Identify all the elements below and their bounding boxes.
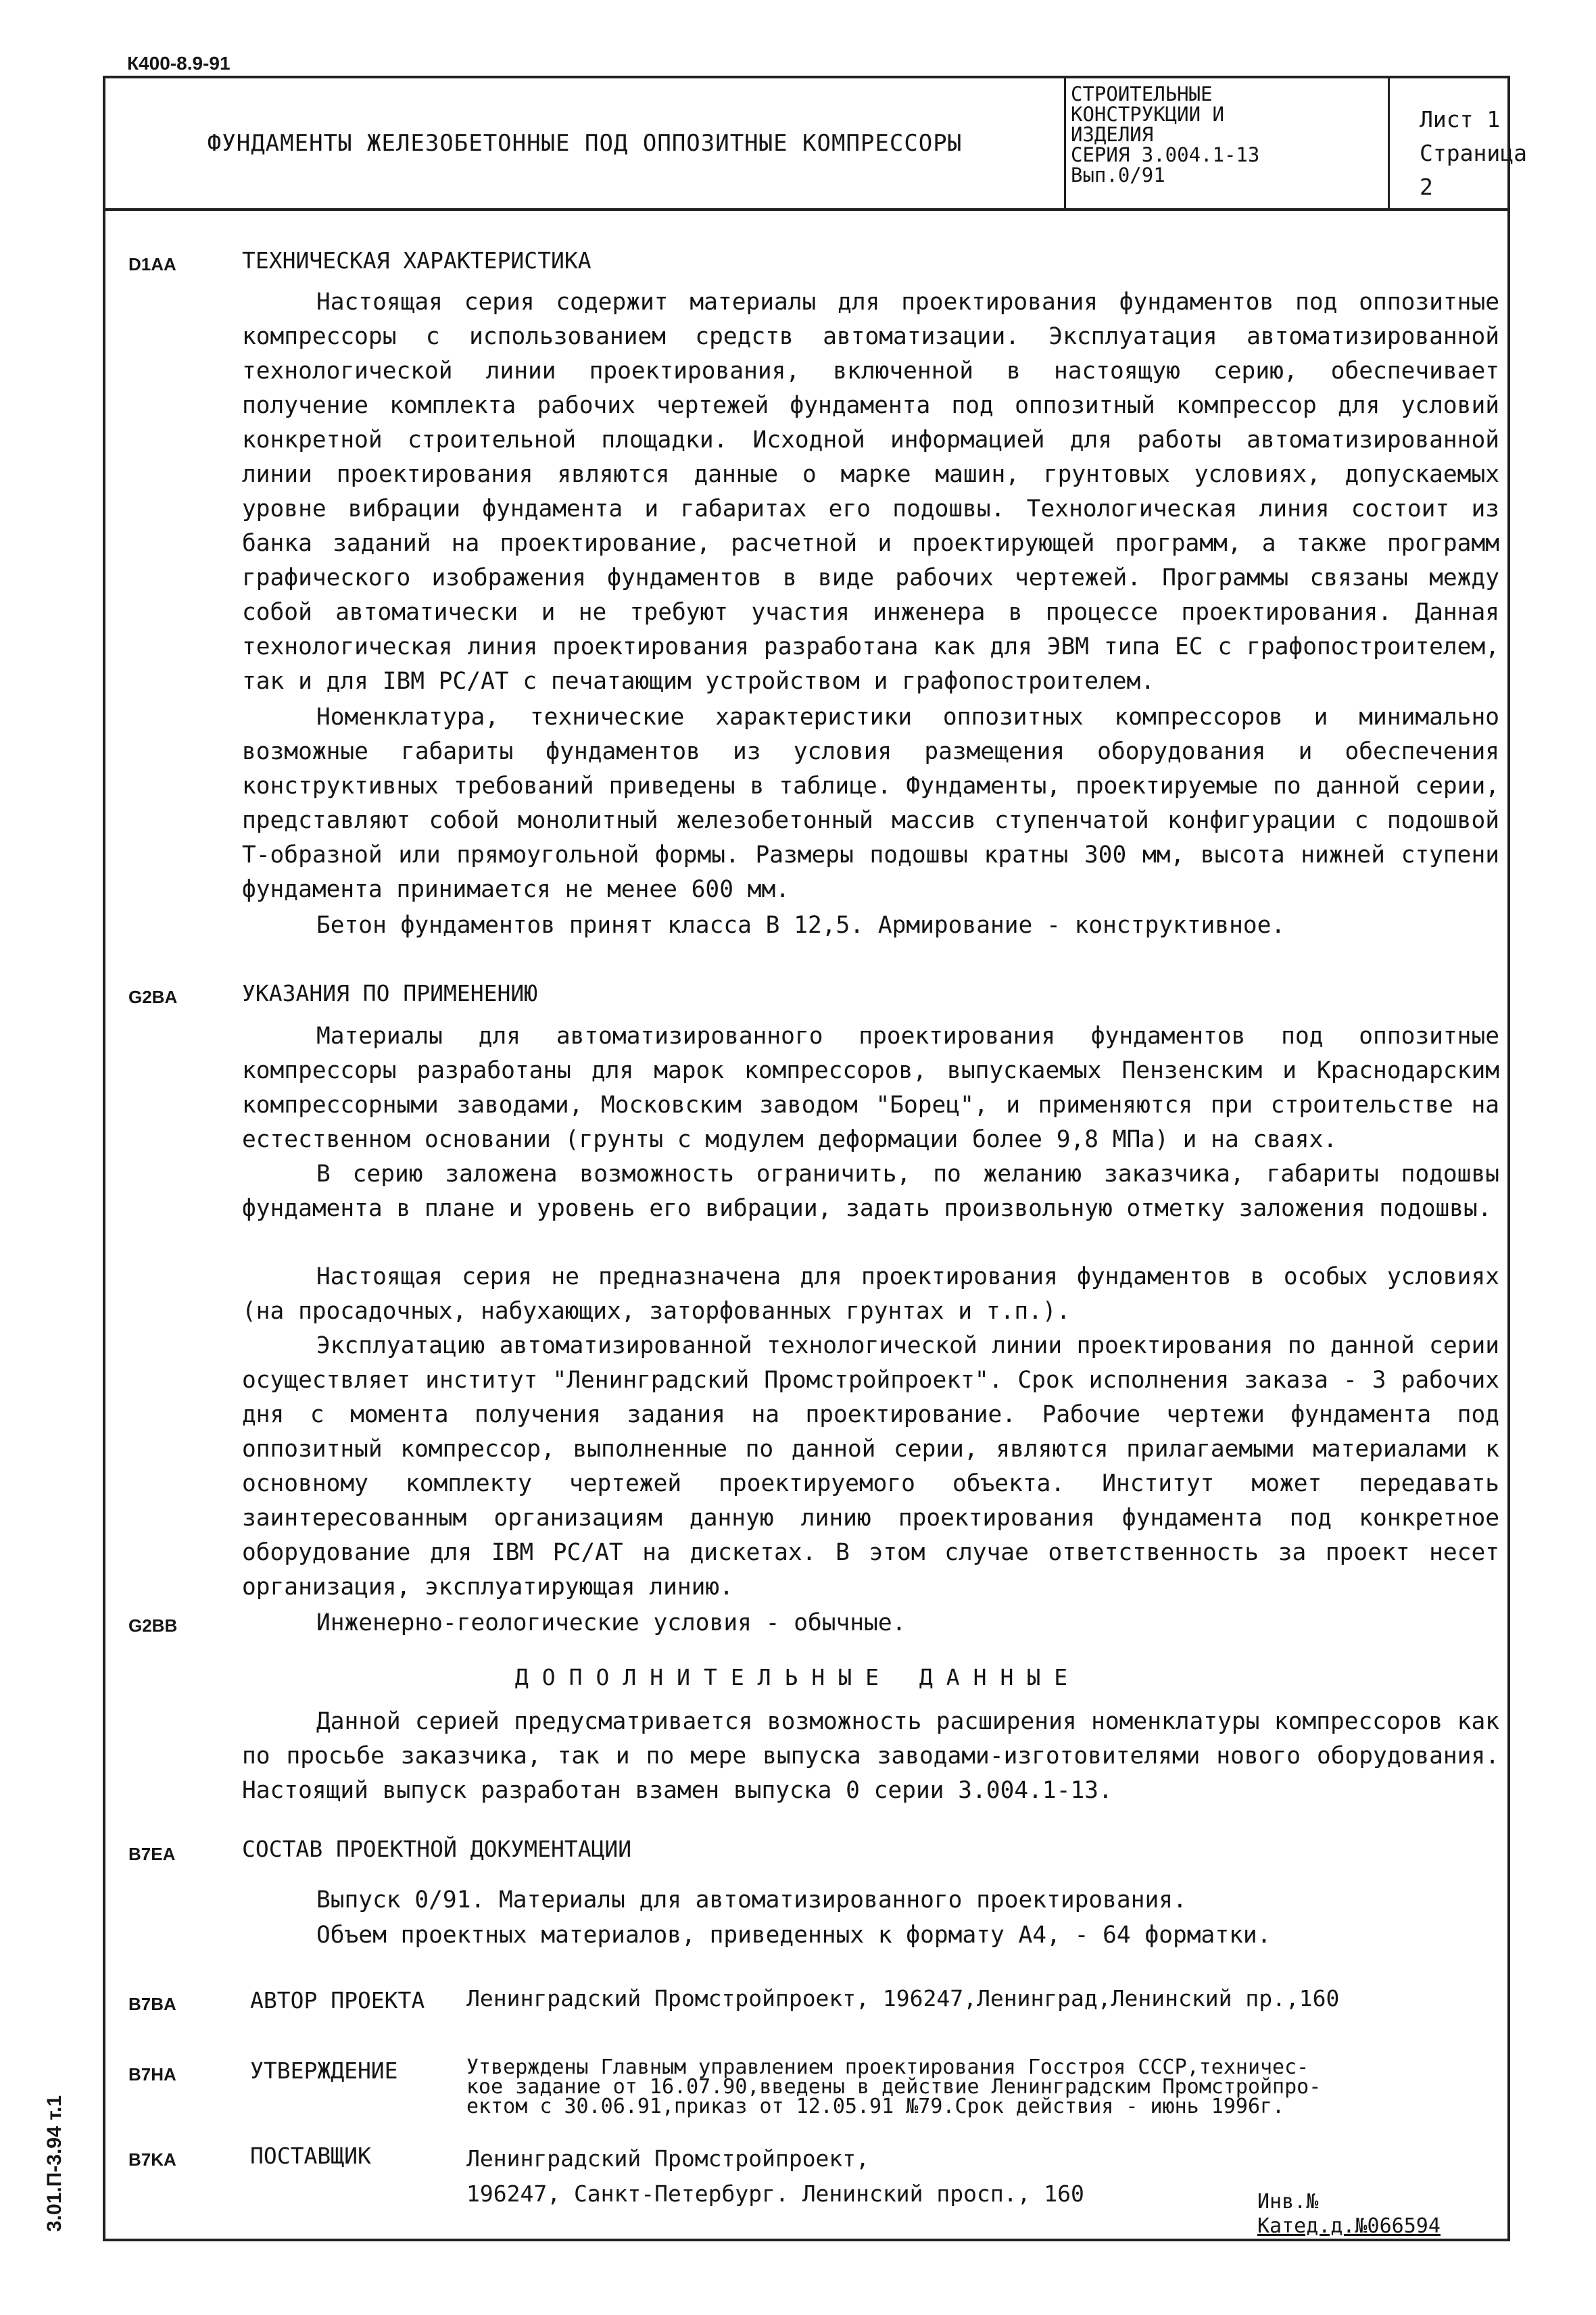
catalog-number: Катед.д.№066594 [1257,2214,1441,2238]
paragraph: Материалы для автоматизированного проектирования фундаментов под оппозитные компрессоры разработаны для марок компрессоров, выпускаемых Пензенским и Краснодарским компрессорными заводами, Московским заводом "Борец", и применяются при строительстве на естественном основании (грунты с модулем деформации более 9,8 МПа) и на сваях. [242,1023,1499,1153]
sheet-block [1390,78,1527,208]
side-code: 3.01.П-3.94 т.1 [43,2095,66,2232]
paragraph: Выпуск 0/91. Материалы для автоматизированного проектирования. [316,1886,1187,1914]
category-line: ИЗДЕЛИЯ [1071,123,1154,146]
supplier-line: 196247, Санкт-Петербург. Ленинский просп., 160 [466,2180,1084,2207]
issue-number: Вып.0/91 [1071,164,1165,187]
category-line: КОНСТРУКЦИИ И [1071,103,1224,126]
paragraph: Объем проектных материалов, приведенных к формату А4, - 64 форматки. [316,1922,1272,1949]
section-heading: УКАЗАНИЯ ПО ПРИМЕНЕНИЮ [242,980,538,1006]
paragraph: Эксплуатацию автоматизированной технологической линии проектирования по данной серии осуществляет институт "Ленинградский Промстройпроект". Срок исполнения заказа - 3 рабочих дня с момента получения задания на проектирование. Рабочие чертежи фундамента под оппозитный компрессор, выполненные по данной серии, являются прилагаемыми материалами к основному комплекту чертежей проектируемого объекта. Институт может передавать заинтересованным организациям данную линию проектирования фундамента под конкретное оборудование для IBM PC/AT на дискетах. В этом случае ответственность за проект несет организация, эксплуатирующая линию. [242,1332,1499,1601]
section-code: B7HA [128,2064,176,2085]
paragraph: В серию заложена возможность ограничить, по желанию заказчика, габариты подошвы фундамента в плане и уровень его вибрации, задать произвольную отметку заложения подошвы. [242,1161,1499,1222]
field-label: АВТОР ПРОЕКТА [250,1987,425,2014]
section-code: D1AA [128,254,176,274]
approval-line: ектом с 30.06.91,приказ от 12.05.91 №79.Срок действия - июнь 1996г. [466,2095,1285,2118]
document-code: К400-8.9-91 [127,53,231,74]
title-block [103,76,1527,211]
page-number: Страница 2 [1420,140,1527,200]
inventory-number: Инв.№ [1257,2190,1319,2214]
supplier-line: Ленинградский Промстройпроект, [466,2145,870,2172]
paragraph: Бетон фундаментов принят класса В 12,5. Армирование - конструктивное. [316,912,1286,939]
section-code: G2BB [128,1615,178,1636]
series-block [1064,78,1390,208]
sheet-number: Лист 1 [1420,106,1501,132]
paragraph: Номенклатура, технические характеристики оппозитных компрессоров и минимально возможные габариты фундаментов из условия размещения оборудования и обеспечения конструктивных требований приведены в таблице. Фундаменты, проектируемые по данной серии, представляют собой монолитный железобетонный массив ступенчатой конфигурации с подошвой Т-образной или прямоугольной формы. Размеры подошвы кратны 300 мм, высота нижней ступени фундамента принимается не менее 600 мм. [242,704,1499,903]
field-label: ПОСТАВЩИК [250,2143,371,2169]
section-heading: ТЕХНИЧЕСКАЯ ХАРАКТЕРИСТИКА [242,247,591,274]
section-code: B7EA [128,1844,176,1864]
paragraph: Настоящая серия содержит материалы для проектирования фундаментов под оппозитные компрессоры с использованием средств автоматизации. Эксплуатация автоматизированной технологической линии проектирования, включенной в настоящую серию, обеспечивает получение комплекта рабочих чертежей фундамента под оппозитный компрессор для условий конкретной строительной площадки. Исходной информацией для работы автоматизированной линии проектирования являются данные о марке машин, грунтовых условиях, допускаемых уровне вибрации фундамента и габаритах его подошвы. Технологическая линия состоит из банка заданий на проектирование, расчетной и проектирующей программ, а также программ графического изображения фундаментов в виде рабочих чертежей. Программы связаны между собой автоматически и не требуют участия инженера в процессе проектирования. Данная технологическая линия проектирования разработана как для ЭВМ типа ЕС с графопостроителем, так и для IBM PC/AT с печатающим устройством и графопостроителем. [242,289,1499,695]
field-value: Ленинградский Промстройпроект, 196247,Ленинград,Ленинский пр.,160 [466,1985,1340,2012]
section-code: B7KA [128,2149,176,2170]
paragraph: Инженерно-геологические условия - обычные. [316,1609,906,1636]
field-value [466,2057,1321,2116]
approval-line: Утверждены Главным управлением проектирования Госстроя СССР,техничес- [466,2055,1309,2079]
paragraph: Настоящая серия не предназначена для проектирования фундаментов в особых условиях (на просадочных, набухающих, заторфованных грунтах и т.п.). [242,1263,1499,1325]
document-title: ФУНДАМЕНТЫ ЖЕЛЕЗОБЕТОННЫЕ ПОД ОППОЗИТНЫЕ КОМПРЕССОРЫ [105,78,1066,208]
field-label: УТВЕРЖДЕНИЕ [250,2057,398,2084]
section-heading: СОСТАВ ПРОЕКТНОЙ ДОКУМЕНТАЦИИ [242,1836,632,1862]
inventory-block [1257,2190,1441,2239]
section-code: B7BA [128,1994,176,2014]
section-code: G2BA [128,987,178,1007]
field-value [466,2141,1084,2212]
section-heading: ДОПОЛНИТЕЛЬНЫЕ ДАННЫЕ [514,1664,1082,1690]
approval-line: кое задание от 16.07.90,введены в действие Ленинградским Промстройпро- [466,2075,1322,2099]
paragraph: Данной серией предусматривается возможность расширения номенклатуры компрессоров как по просьбе заказчика, так и по мере выпуска заводами-изготовителями нового оборудования. Настоящий выпуск разработан взамен выпуска 0 серии 3.004.1-13. [242,1708,1499,1804]
series-number: СЕРИЯ 3.004.1-13 [1071,143,1260,166]
category-line: СТРОИТЕЛЬНЫЕ [1071,82,1213,105]
